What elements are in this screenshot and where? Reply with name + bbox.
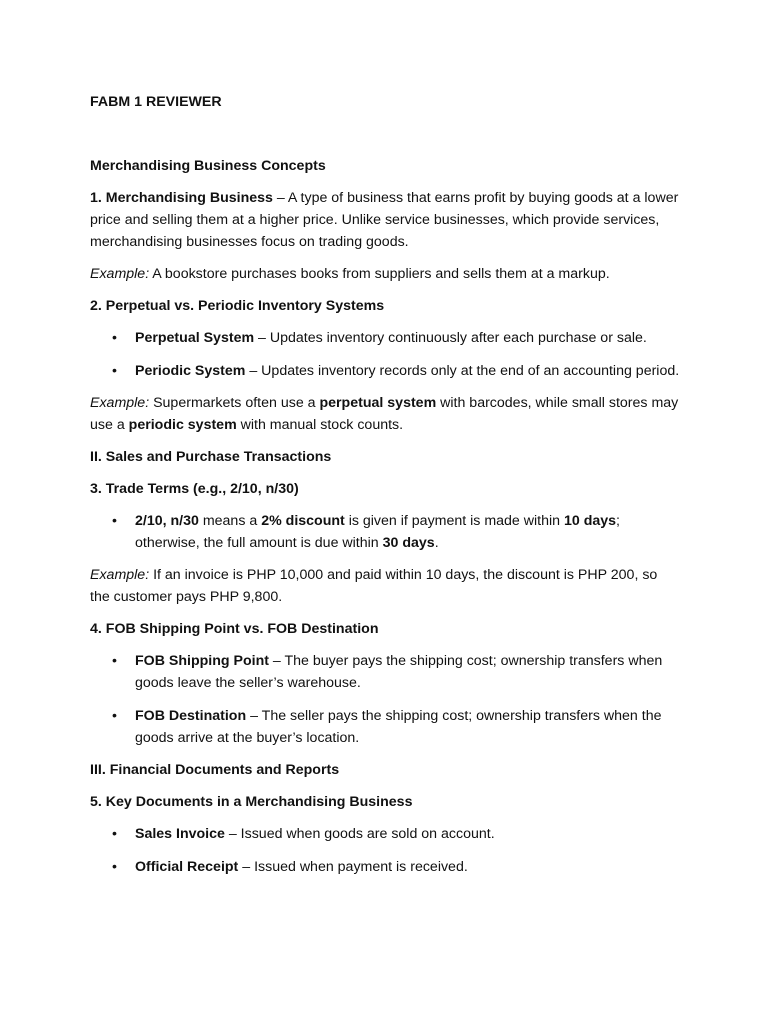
list-item — [90, 823, 680, 845]
list-item: • 2/10, n/30 means a 2% discount is given if payment is made within 10 days; otherwise, the full amount is due within 30 days. — [90, 510, 680, 554]
list-term: Official Receipt — [135, 859, 239, 875]
section-heading-financial-documents: III. Financial Documents and Reports — [90, 762, 340, 778]
list-trade-terms — [90, 510, 680, 554]
list-item — [90, 705, 680, 749]
list-text: – Issued when payment is received. — [238, 859, 468, 875]
bullet-icon: • — [112, 826, 117, 842]
heading-inventory-systems: 2. Perpetual vs. Periodic Inventory Systems — [90, 298, 385, 314]
list-item — [90, 856, 680, 878]
bullet-icon: • — [112, 653, 117, 669]
list-text: – Updates inventory continuously after each purchase or sale. — [254, 330, 647, 346]
example-invoice — [90, 564, 680, 608]
list-fob — [90, 650, 680, 749]
paragraph-merchandising-business — [90, 187, 680, 253]
list-item — [90, 360, 680, 382]
list-term: Periodic System — [135, 363, 246, 379]
list-term: Sales Invoice — [135, 826, 225, 842]
list-text: – The buyer pays the shipping cost; ownership transfers when goods leave the seller’s warehouse. — [135, 653, 663, 691]
document-title: FABM 1 REVIEWER — [90, 94, 222, 110]
bullet-icon: • — [112, 708, 117, 724]
bullet-icon: • — [112, 513, 117, 529]
section-heading-merchandising: Merchandising Business Concepts — [90, 158, 326, 174]
example-supermarkets: Example: Supermarkets often use a perpetual system with barcodes, while small stores may use a periodic system with manual stock counts. — [90, 395, 679, 433]
list-term: Perpetual System — [135, 330, 255, 346]
list-text: – Issued when goods are sold on account. — [224, 826, 495, 842]
example-text: A bookstore purchases books from suppliers and sells them at a markup. — [149, 266, 610, 282]
term-merchandising-business: 1. Merchandising Business — [90, 190, 273, 206]
document-body — [90, 91, 680, 888]
heading-fob: 4. FOB Shipping Point vs. FOB Destination — [90, 621, 379, 637]
list-key-documents — [90, 823, 680, 878]
list-text: – Updates inventory records only at the end of an accounting period. — [245, 363, 680, 379]
list-term: FOB Destination — [135, 708, 247, 724]
bullet-icon: • — [112, 363, 117, 379]
example-label: Example: — [90, 395, 150, 411]
bullet-icon: • — [112, 859, 117, 875]
heading-key-documents: 5. Key Documents in a Merchandising Business — [90, 794, 413, 810]
list-item — [90, 327, 680, 349]
example-bookstore — [90, 263, 680, 285]
example-text: If an invoice is PHP 10,000 and paid within 10 days, the discount is PHP 200, so the customer pays PHP 9,800. — [90, 567, 658, 605]
heading-trade-terms: 3. Trade Terms (e.g., 2/10, n/30) — [90, 481, 299, 497]
list-text: – The seller pays the shipping cost; ownership transfers when the goods arrive at the buyer’s location. — [135, 708, 662, 746]
list-inventory-systems — [90, 327, 680, 382]
example-label: Example: — [90, 266, 150, 282]
definition-text: – A type of business that earns profit by buying goods at a lower price and selling them at a higher price. Unlike service businesses, which provide services, merchandising businesses focus on trading goods. — [90, 190, 679, 250]
section-heading-sales-purchase: II. Sales and Purchase Transactions — [90, 449, 332, 465]
list-term: FOB Shipping Point — [135, 653, 269, 669]
bullet-icon: • — [112, 330, 117, 346]
example-label: Example: — [90, 567, 150, 583]
list-item — [90, 650, 680, 694]
